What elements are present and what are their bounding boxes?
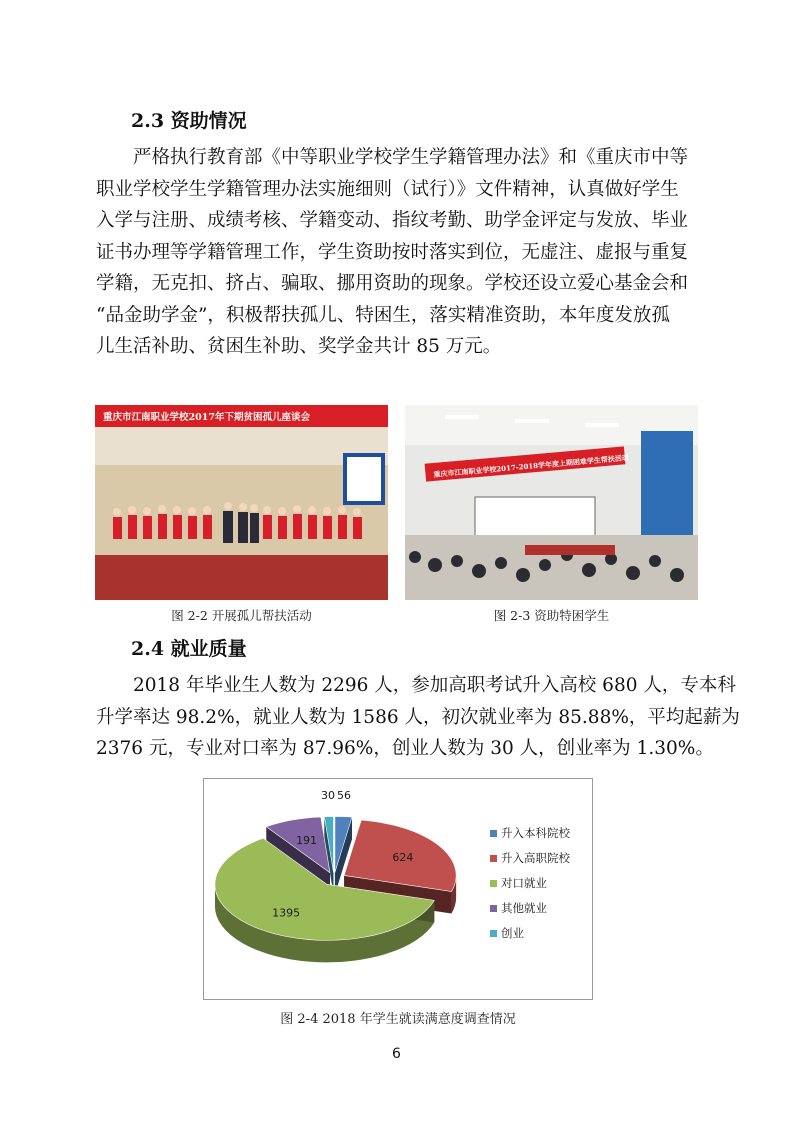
paragraph-line: 证书办理等学籍管理工作，学生资助按时落实到位，无虚注、虚报与重复 <box>96 241 689 263</box>
legend-swatch <box>490 930 497 937</box>
pie-data-label: 624 <box>392 850 414 864</box>
paragraph-line: “品金助学金”，积极帮扶孤儿、特困生，落实精准资助，本年度发放孤 <box>96 304 670 326</box>
paragraph-line: 儿生活补助、贫困生补助、奖学金共计 85 万元。 <box>96 336 502 357</box>
paragraph-line: 升学率达 98.2%，就业人数为 1586 人，初次就业率为 85.88%，平均起薪为 <box>96 706 740 728</box>
photo-orphan-assistance <box>95 405 388 600</box>
pie-data-label: 191 <box>296 834 318 848</box>
paragraph-line: 入学与注册、成绩考核、学籍变动、指纹考勤、助学金评定与发放、毕业 <box>96 210 689 231</box>
page-number: 6 <box>392 1046 401 1062</box>
paragraph-line: 学籍，无克扣、挤占、骗取、挪用资助的现象。学校还设立爱心基金会和 <box>96 273 689 294</box>
legend-label: 升入高职院校 <box>501 851 570 865</box>
pie-data-label: 1395 <box>272 906 301 920</box>
pie-data-label: 30 <box>321 789 335 802</box>
photo-needy-student-aid <box>405 405 698 600</box>
pie-chart-container <box>203 778 593 1000</box>
paragraph-line: 严格执行教育部《中等职业学校学生学籍管理办法》和《重庆市中等 <box>133 147 689 168</box>
legend-swatch <box>490 880 497 887</box>
paragraph-line: 2018 年毕业生人数为 2296 人，参加高职考试升入高校 680 人，专本科 <box>133 675 736 696</box>
legend-label: 升入本科院校 <box>501 826 570 840</box>
legend-label: 对口就业 <box>501 876 547 890</box>
legend-label: 其他就业 <box>501 901 547 915</box>
pie-chart <box>204 779 592 999</box>
section-heading-2-4: 2.4 就业质量 <box>131 638 247 660</box>
paragraph-line: 2376 元，专业对口率为 87.96%，创业人数为 30 人，创业率为 1.30%。 <box>96 738 714 759</box>
photo-needy-student-aid-image <box>405 405 698 600</box>
banner-text: 重庆市江南职业学校2017-2018学年度上期困难学生帮扶活动 <box>433 452 630 479</box>
legend-swatch <box>490 905 497 912</box>
banner-text: 重庆市江南职业学校2017年下期贫困孤儿座谈会 <box>103 412 310 423</box>
legend-label: 创业 <box>501 926 524 940</box>
figure-caption-2-3: 图 2-3 资助特困学生 <box>493 608 610 623</box>
legend-swatch <box>490 830 497 837</box>
figure-caption-2-4: 图 2-4 2018 年学生就读满意度调查情况 <box>280 1012 516 1027</box>
legend-swatch <box>490 855 497 862</box>
paragraph-line: 职业学校学生学籍管理办法实施细则（试行）》文件精神，认真做好学生 <box>96 178 679 200</box>
pie-data-label: 56 <box>337 789 351 802</box>
section-paragraph-2-3 <box>96 142 700 363</box>
photo-orphan-assistance-image <box>95 405 388 600</box>
section-heading-2-3: 2.3 资助情况 <box>131 110 247 132</box>
section-paragraph-2-4 <box>96 670 740 765</box>
figure-caption-2-2: 图 2-2 开展孤儿帮扶活动 <box>171 608 312 623</box>
